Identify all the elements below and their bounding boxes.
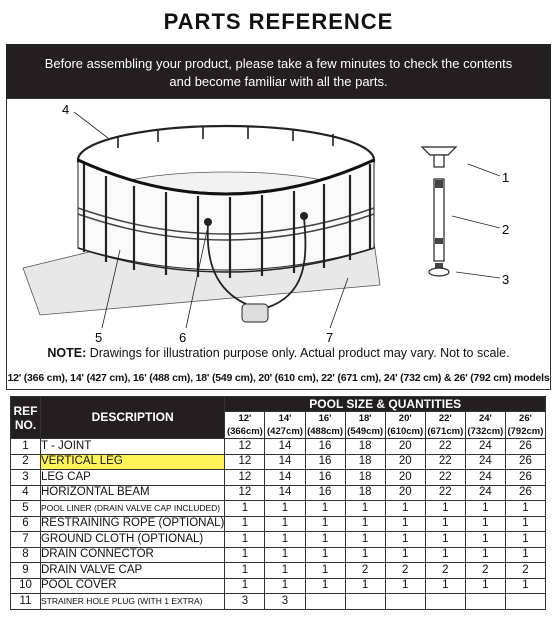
quantity-cell: 18 xyxy=(345,485,385,501)
ref-number: 5 xyxy=(11,501,41,517)
size-header-5 xyxy=(425,412,465,439)
size-header-7 xyxy=(505,412,545,439)
quantity-cell: 16 xyxy=(305,470,345,486)
quantity-cell: 1 xyxy=(385,501,425,517)
callout-1: 1 xyxy=(502,170,510,185)
quantity-cell: 12 xyxy=(225,470,265,486)
callout-2: 2 xyxy=(502,222,510,237)
part-description: STRAINER HOLE PLUG (WITH 1 EXTRA) xyxy=(40,594,224,610)
disclaimer-note xyxy=(0,346,557,360)
page-title: PARTS REFERENCE xyxy=(0,0,557,40)
quantity-cell: 1 xyxy=(345,547,385,563)
size-ft: 16' xyxy=(318,413,332,424)
size-ft: 12' xyxy=(238,413,252,424)
quantity-cell: 22 xyxy=(425,485,465,501)
quantity-cell: 1 xyxy=(465,532,505,548)
quantity-cell: 1 xyxy=(385,578,425,594)
callout-7: 7 xyxy=(326,330,334,345)
quantity-cell: 3 xyxy=(225,594,265,610)
quantity-cell: 14 xyxy=(265,454,305,470)
part-description: DRAIN CONNECTOR xyxy=(40,547,224,563)
callout-3: 3 xyxy=(502,272,510,287)
quantity-cell: 12 xyxy=(225,454,265,470)
size-ft: 22' xyxy=(438,413,452,424)
parts-table xyxy=(10,396,546,610)
quantity-cell: 1 xyxy=(345,578,385,594)
size-header-3 xyxy=(345,412,385,439)
quantity-cell: 1 xyxy=(505,516,545,532)
quantity-cell: 1 xyxy=(265,563,305,579)
quantity-cell: 16 xyxy=(305,485,345,501)
quantity-cell: 22 xyxy=(425,470,465,486)
size-cm: (732cm) xyxy=(467,426,504,437)
quantity-cell: 1 xyxy=(345,532,385,548)
quantity-cell: 1 xyxy=(425,532,465,548)
quantity-cell: 1 xyxy=(345,516,385,532)
size-ft: 24' xyxy=(478,413,492,424)
size-ft: 20' xyxy=(398,413,412,424)
quantity-cell: 1 xyxy=(265,547,305,563)
quantity-cell: 26 xyxy=(505,470,545,486)
quantity-cell: 1 xyxy=(305,563,345,579)
leg-cap-drawing xyxy=(429,263,449,276)
callout-4: 4 xyxy=(62,102,70,117)
quantity-cell xyxy=(465,594,505,610)
quantity-cell: 2 xyxy=(505,563,545,579)
quantity-cell: 2 xyxy=(465,563,505,579)
quantity-cell: 1 xyxy=(465,516,505,532)
quantity-cell: 24 xyxy=(465,485,505,501)
quantity-cell: 1 xyxy=(225,516,265,532)
part-description: POOL LINER (DRAIN VALVE CAP INCLUDED) xyxy=(40,501,224,517)
part-description: HORIZONTAL BEAM xyxy=(40,485,224,501)
quantity-cell: 24 xyxy=(465,454,505,470)
quantity-cell: 1 xyxy=(505,501,545,517)
size-header-0 xyxy=(225,412,265,439)
ref-number: 2 xyxy=(11,454,41,470)
callout-6: 6 xyxy=(179,330,187,345)
callout-5: 5 xyxy=(95,330,103,345)
size-cm: (549cm) xyxy=(347,426,384,437)
quantity-cell: 1 xyxy=(385,547,425,563)
size-ft: 14' xyxy=(278,413,292,424)
quantity-cell: 2 xyxy=(345,563,385,579)
quantity-cell: 20 xyxy=(385,470,425,486)
quantity-cell: 12 xyxy=(225,439,265,455)
ref-number: 6 xyxy=(11,516,41,532)
part-description: DRAIN VALVE CAP xyxy=(40,563,224,579)
table-row xyxy=(11,470,546,486)
table-row xyxy=(11,547,546,563)
size-cm: (366cm) xyxy=(226,426,263,437)
quantity-cell xyxy=(505,594,545,610)
ref-number: 3 xyxy=(11,470,41,486)
quantity-cell: 14 xyxy=(265,470,305,486)
quantity-cell: 26 xyxy=(505,454,545,470)
quantity-cell: 24 xyxy=(465,439,505,455)
vertical-leg-drawing xyxy=(434,179,444,261)
note-text: Drawings for illustration purpose only. Actual product may vary. Not to scale. xyxy=(86,346,510,360)
ref-number: 11 xyxy=(11,594,41,610)
quantity-cell: 1 xyxy=(265,501,305,517)
quantity-cell: 1 xyxy=(425,516,465,532)
size-ft: 18' xyxy=(358,413,372,424)
ref-number: 7 xyxy=(11,532,41,548)
intro-banner xyxy=(6,44,551,98)
quantity-cell: 26 xyxy=(505,485,545,501)
quantity-cell: 24 xyxy=(465,470,505,486)
table-row xyxy=(11,563,546,579)
quantity-cell: 1 xyxy=(505,578,545,594)
quantity-cell: 20 xyxy=(385,439,425,455)
quantity-cell: 14 xyxy=(265,439,305,455)
intro-line-1: Before assembling your product, please take a few minutes to check the contents xyxy=(44,56,513,71)
quantity-cell: 1 xyxy=(225,547,265,563)
quantity-cell: 1 xyxy=(265,578,305,594)
quantity-cell: 3 xyxy=(265,594,305,610)
quantity-cell: 1 xyxy=(385,532,425,548)
quantity-cell: 26 xyxy=(505,439,545,455)
quantity-cell: 22 xyxy=(425,454,465,470)
size-cm: (792cm) xyxy=(507,426,544,437)
table-row xyxy=(11,454,546,470)
size-cm: (488cm) xyxy=(307,426,344,437)
quantity-cell: 1 xyxy=(305,501,345,517)
size-header-6 xyxy=(465,412,505,439)
description-header: DESCRIPTION xyxy=(40,397,224,439)
table-row xyxy=(11,532,546,548)
quantity-cell: 1 xyxy=(305,547,345,563)
table-row xyxy=(11,594,546,610)
quantity-cell: 20 xyxy=(385,454,425,470)
quantity-cell: 22 xyxy=(425,439,465,455)
size-cm: (610cm) xyxy=(387,426,424,437)
quantity-cell xyxy=(385,594,425,610)
quantity-cell: 1 xyxy=(225,532,265,548)
part-description: GROUND CLOTH (OPTIONAL) xyxy=(40,532,224,548)
quantity-cell xyxy=(345,594,385,610)
t-joint-drawing xyxy=(422,147,456,167)
quantity-cell: 1 xyxy=(425,578,465,594)
table-header-row xyxy=(11,397,546,412)
quantity-cell: 1 xyxy=(465,578,505,594)
quantity-cell: 16 xyxy=(305,439,345,455)
intro-line-2: and become familiar with all the parts. xyxy=(169,74,388,89)
ref-number: 1 xyxy=(11,439,41,455)
part-description: POOL COVER xyxy=(40,578,224,594)
part-description: T - JOINT xyxy=(40,439,224,455)
quantity-cell: 18 xyxy=(345,439,385,455)
model-sizes-line: 12' (366 cm), 14' (427 cm), 16' (488 cm), 18' (549 cm), 20' (610 cm), 22' (671 cm), 24' (732 cm) & 26' (792 cm) models xyxy=(7,372,550,384)
table-row xyxy=(11,439,546,455)
quantity-cell: 12 xyxy=(225,485,265,501)
quantity-cell: 1 xyxy=(265,532,305,548)
quantity-cell: 1 xyxy=(305,532,345,548)
pump-shape xyxy=(242,304,268,322)
quantity-cell: 1 xyxy=(505,547,545,563)
table-row xyxy=(11,485,546,501)
size-cm: (671cm) xyxy=(427,426,464,437)
quantity-cell: 1 xyxy=(225,501,265,517)
ref-no-header: REF NO. xyxy=(11,397,41,439)
part-description: RESTRAINING ROPE (OPTIONAL) xyxy=(40,516,224,532)
table-row xyxy=(11,516,546,532)
pool-size-group-header: POOL SIZE & QUANTITIES xyxy=(225,397,546,412)
size-header-1 xyxy=(265,412,305,439)
quantity-cell: 20 xyxy=(385,485,425,501)
quantity-cell: 16 xyxy=(305,454,345,470)
quantity-cell: 1 xyxy=(265,516,305,532)
quantity-cell: 1 xyxy=(225,563,265,579)
quantity-cell: 1 xyxy=(345,501,385,517)
size-header-4 xyxy=(385,412,425,439)
table-row xyxy=(11,501,546,517)
quantity-cell: 1 xyxy=(425,501,465,517)
quantity-cell: 1 xyxy=(385,516,425,532)
pool-illustration xyxy=(8,100,549,345)
quantity-cell: 2 xyxy=(425,563,465,579)
quantity-cell: 1 xyxy=(305,516,345,532)
parts-rows xyxy=(11,439,546,610)
quantity-cell: 14 xyxy=(265,485,305,501)
note-label: NOTE: xyxy=(47,346,87,360)
quantity-cell: 1 xyxy=(505,532,545,548)
ref-number: 10 xyxy=(11,578,41,594)
quantity-cell xyxy=(425,594,465,610)
quantity-cell: 1 xyxy=(465,547,505,563)
table-row xyxy=(11,578,546,594)
quantity-cell: 1 xyxy=(225,578,265,594)
size-header-2 xyxy=(305,412,345,439)
quantity-cell: 1 xyxy=(305,578,345,594)
quantity-cell: 18 xyxy=(345,454,385,470)
part-description: VERTICAL LEG xyxy=(40,454,224,470)
size-ft: 26' xyxy=(519,413,532,424)
quantity-cell: 1 xyxy=(465,501,505,517)
quantity-cell: 18 xyxy=(345,470,385,486)
part-description: LEG CAP xyxy=(40,470,224,486)
ref-number: 9 xyxy=(11,563,41,579)
ref-number: 8 xyxy=(11,547,41,563)
ref-number: 4 xyxy=(11,485,41,501)
quantity-cell xyxy=(305,594,345,610)
quantity-cell: 1 xyxy=(425,547,465,563)
quantity-cell: 2 xyxy=(385,563,425,579)
size-cm: (427cm) xyxy=(267,426,303,437)
